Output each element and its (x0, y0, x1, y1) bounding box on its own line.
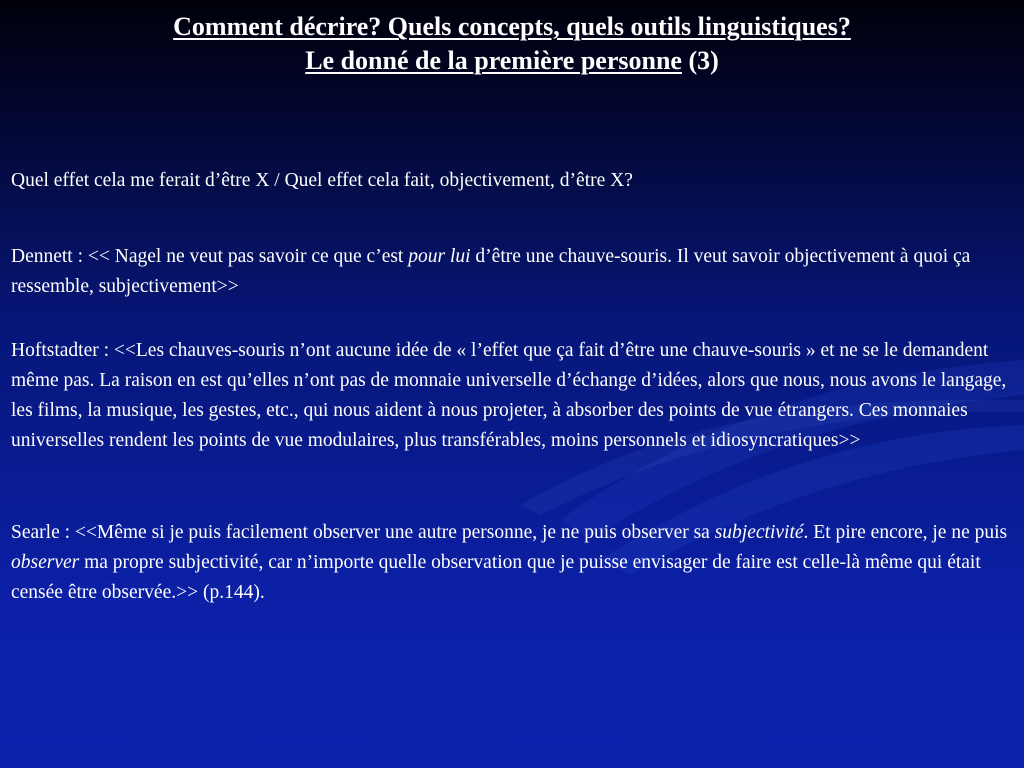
title-line-2 (0, 44, 1024, 78)
searle-text-part-1: Searle : <<Même si je puis facilement observer une autre personne, je ne puis observer sa (11, 522, 715, 543)
question-paragraph: Quel effet cela me ferait d’être X / Quel effet cela fait, objectivement, d’être X? (11, 170, 633, 191)
title-line-2-underlined: Le donné de la première personne (305, 46, 682, 75)
dennett-text-after: d’être une chauve-souris. Il veut savoir objectivement à quoi ça ressemble, subjectivement>> (11, 246, 971, 297)
slide-title (0, 10, 1024, 78)
searle-italic-subjectivite: subjectivité (714, 522, 804, 543)
searle-text-part-3: ma propre subjectivité, car n’importe quelle observation que je puisse envisager de faire est celle-là même qui était censée être observée.>> (p.144). (11, 552, 981, 603)
hofstadter-quote-paragraph: Hoftstadter : <<Les chauves-souris n’ont aucune idée de « l’effet que ça fait d’être une chauve-souris » et ne se le demandent même pas. La raison en est qu’elles n’ont pas de monnaie universelle d’échange d’idées, alors que nous, nous avons le langage, les films, la musique, les gestes, etc., qui nous aident à nous projeter, à absorber des points de vue étrangers. Ces monnaies universelles rendent les points de vue modulaires, plus transférables, moins personnels et idiosyncratiques>> (11, 340, 1007, 451)
dennett-quote-paragraph (11, 242, 1021, 302)
dennett-text-before: Dennett : << Nagel ne veut pas savoir ce que c’est (11, 246, 409, 267)
title-line-2-suffix: (3) (681, 46, 719, 75)
searle-text-part-2: . Et pire encore, je ne puis (803, 522, 1008, 543)
searle-italic-observer: observer (11, 552, 80, 573)
title-line-1: Comment décrire? Quels concepts, quels outils linguistiques? (173, 12, 851, 41)
searle-quote-paragraph (11, 518, 1021, 608)
dennett-italic-text: pour lui (408, 246, 471, 267)
